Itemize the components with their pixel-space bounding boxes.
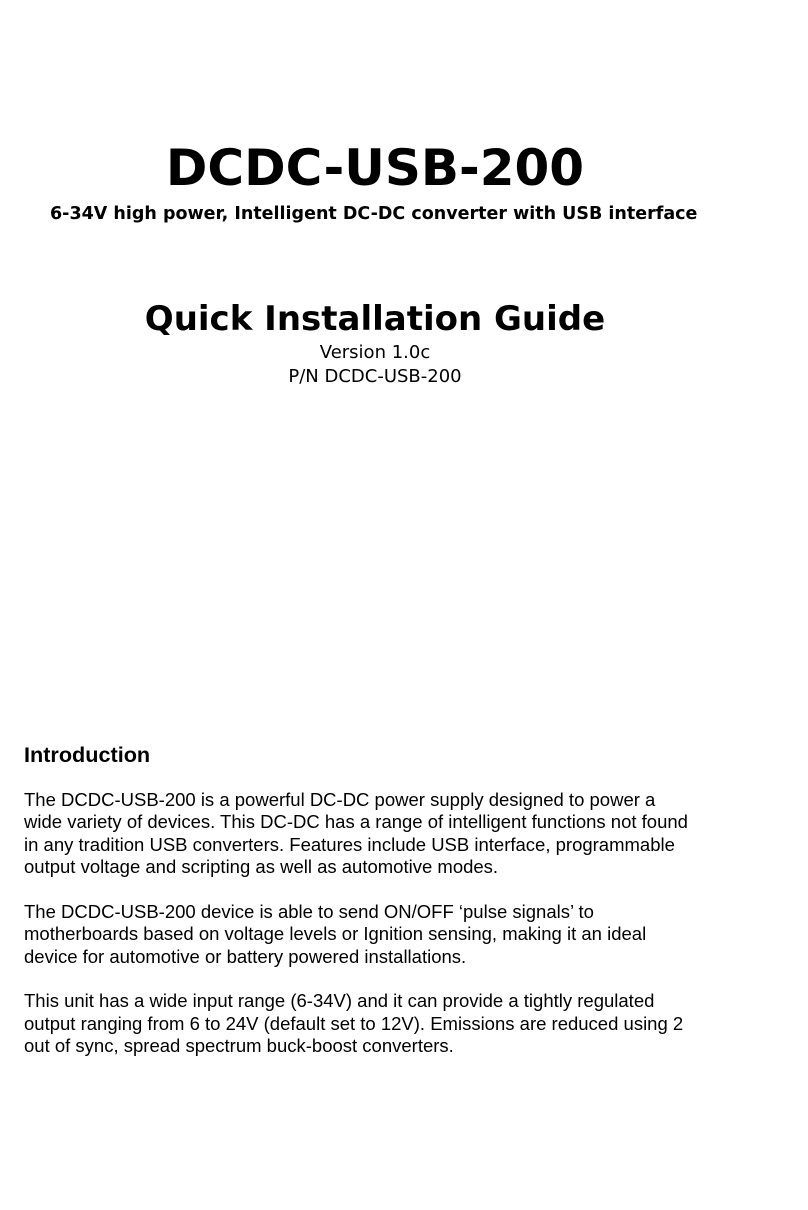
paragraph-line: device for automotive or battery powered installations. xyxy=(24,945,467,967)
intro-paragraph-3 xyxy=(24,990,784,1058)
intro-paragraph-2 xyxy=(24,901,784,969)
guide-title: Quick Installation Guide xyxy=(144,299,606,339)
paragraph-line: out of sync, spread spectrum buck-boost converters. xyxy=(24,1035,454,1056)
paragraph-line: output ranging from 6 to 24V (default set to 12V). Emissions are reduced using 2 xyxy=(24,1012,684,1034)
paragraph-line: The DCDC-USB-200 is a powerful DC-DC power supply designed to power a xyxy=(24,788,656,810)
paragraph-line: The DCDC-USB-200 device is able to send ON/OFF ‘pulse signals’ to xyxy=(24,900,594,922)
product-title: DCDC-USB-200 xyxy=(165,139,585,197)
intro-paragraph-1 xyxy=(24,789,784,879)
introduction-section xyxy=(24,744,784,1080)
product-subtitle: 6-34V high power, Intelligent DC-DC converter with USB interface xyxy=(50,204,698,224)
paragraph-line: in any tradition USB converters. Features include USB interface, programmable xyxy=(24,833,675,855)
paragraph-line: This unit has a wide input range (6-34V) and it can provide a tightly regulated xyxy=(24,990,655,1011)
paragraph-line: output voltage and scripting as well as automotive modes. xyxy=(24,856,499,877)
version-label: Version 1.0c xyxy=(319,342,431,363)
part-number-label: P/N DCDC-USB-200 xyxy=(288,366,462,387)
paragraph-line: motherboards based on voltage levels or Ignition sensing, making it an ideal xyxy=(24,923,647,944)
paragraph-line: wide variety of devices. This DC-DC has a range of intelligent functions not found xyxy=(24,811,688,832)
introduction-heading: Introduction xyxy=(24,742,151,767)
